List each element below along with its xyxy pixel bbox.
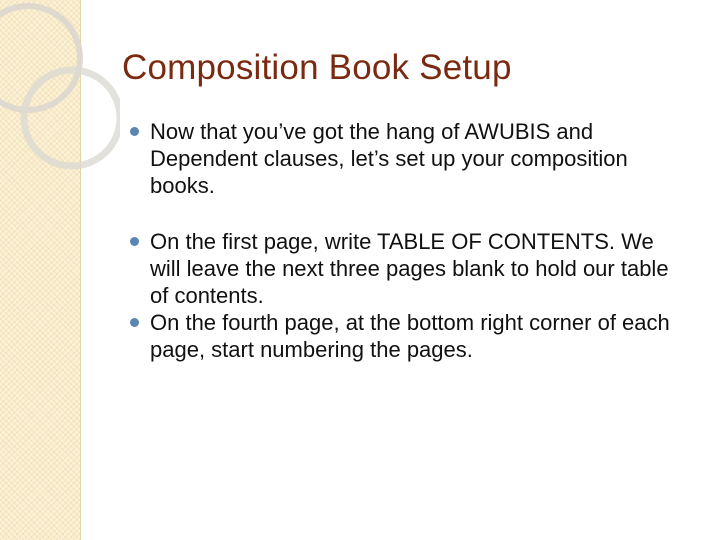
bullet-list — [130, 118, 690, 363]
bullet-item — [130, 228, 690, 309]
bullet-item — [130, 309, 690, 363]
bullet-dot-icon — [130, 127, 139, 136]
bullet-text: On the fourth page, at the bottom right corner of each page, start numbering the pages. — [150, 310, 670, 362]
bullet-text: On the first page, write TABLE OF CONTENTS. We will leave the next three pages blank to hold our table of contents. — [150, 229, 669, 308]
decorative-ring-top — [0, 6, 80, 110]
decorative-rings — [0, 0, 120, 540]
bullet-dot-icon — [130, 237, 139, 246]
bullet-item — [130, 118, 690, 199]
bullet-dot-icon — [130, 318, 139, 327]
slide-title: Composition Book Setup — [122, 48, 512, 87]
bullet-text: Now that you’ve got the hang of AWUBIS and Dependent clauses, let’s set up your composition books. — [150, 119, 628, 198]
